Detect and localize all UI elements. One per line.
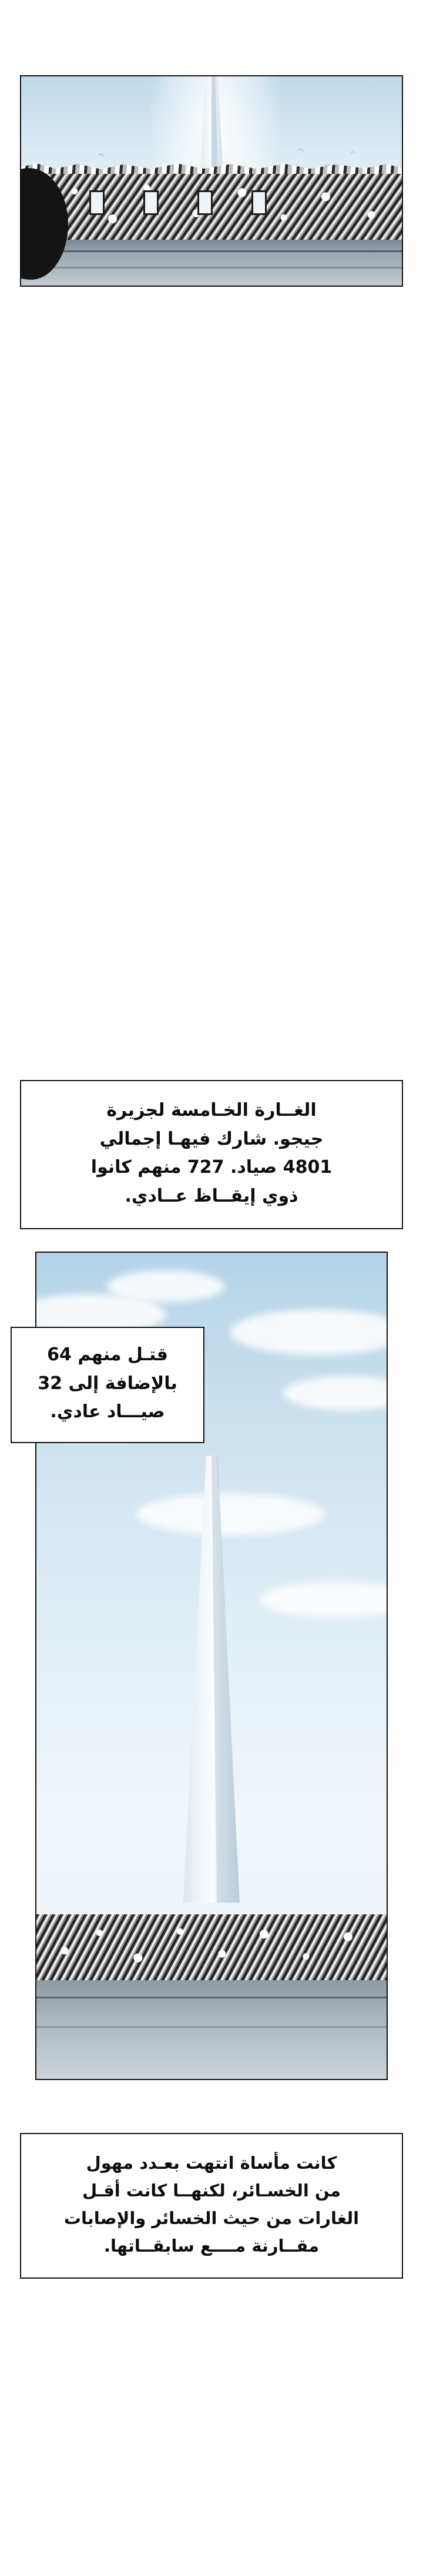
- bird-icon: [297, 149, 304, 154]
- caption-box-tragedy-summary: [20, 2133, 403, 2279]
- caption-line: ذوي إيقــاظ عــادي.: [125, 1185, 298, 1206]
- caption-line: صيـــاد عادي.: [50, 1401, 165, 1423]
- caption-box-casualties: [11, 1327, 204, 1443]
- caption-line: جيجو. شارك فيهـا إجمالي: [99, 1128, 324, 1149]
- caption-line: الغــارة الخـامسة لجزيرة: [106, 1100, 317, 1121]
- rubble-band: [21, 170, 402, 240]
- ground-line: [36, 2026, 387, 2028]
- bird-icon: [97, 153, 105, 159]
- caption-line: بالإضافة إلى 32: [38, 1373, 177, 1394]
- window-opening: [89, 190, 105, 215]
- caption-line: من الخسـائر، لكنهــا كانت أقـل: [82, 2180, 341, 2201]
- panel-monument-sky: [20, 75, 403, 287]
- ground-plane: [36, 1980, 387, 2079]
- cloud-shape: [136, 1494, 324, 1535]
- bird-icon: [350, 151, 355, 155]
- window-opening: [251, 190, 267, 215]
- caption-line: كانت مأساة انتهت بعـدد مهول: [86, 2153, 337, 2173]
- caption-line: قتـل منهم 64: [47, 1344, 168, 1365]
- window-opening: [197, 190, 213, 215]
- ground-plane: [21, 240, 402, 286]
- ground-line: [21, 267, 402, 269]
- ground-line: [36, 1997, 387, 1998]
- ground-line: [21, 250, 402, 252]
- caption-line: مقــارنة مــــع سابقــاتها.: [103, 2235, 320, 2256]
- caption-line: 4801 صياد. 727 منهم كانوا: [90, 1157, 333, 1178]
- window-opening: [143, 190, 159, 215]
- cloud-shape: [107, 1270, 224, 1302]
- caption-line: الغارات من حيث الخسائر والإصابات: [63, 2208, 360, 2228]
- caption-box-raid-stats: [20, 1080, 403, 1229]
